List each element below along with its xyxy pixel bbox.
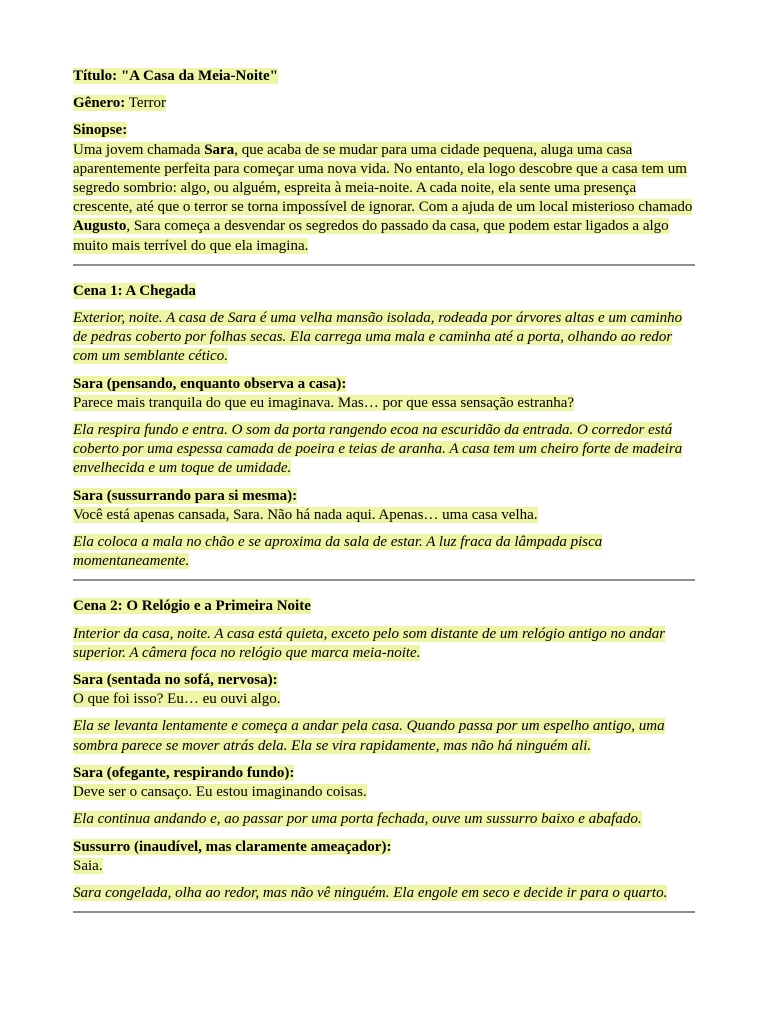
dialogue-line: Saia. <box>73 857 103 874</box>
stage-direction: Interior da casa, noite. A casa está quieta, exceto pelo som distante de um relógio antigo no andar superior. A câmera foca no relógio que marca meia-noite. <box>73 625 666 661</box>
title-label: Título: <box>73 68 118 84</box>
stage-direction: Ela respira fundo e entra. O som da porta rangendo ecoa na escuridão da entrada. O corredor está coberto por uma espessa camada de poeira e teias de aranha. A casa tem um cheiro forte de madeira envelhecida e um toque de umidade. <box>73 422 683 477</box>
name-augusto: Augusto <box>73 218 127 235</box>
speaker-label: Sara (sentada no sofá, nervosa): <box>73 672 278 689</box>
dialogue-line: Deve ser o cansaço. Eu estou imaginando coisas. <box>73 784 367 801</box>
speaker-label: Sara (sussurrando para si mesma): <box>73 487 298 504</box>
title-value: "A Casa da Meia-Noite" <box>120 68 278 84</box>
scene-heading: Cena 2: O Relógio e a Primeira Noite <box>73 598 311 615</box>
scene-heading: Cena 1: A Chegada <box>73 282 196 299</box>
document-content <box>73 67 695 929</box>
stage-direction: Exterior, noite. A casa de Sara é uma velha mansão isolada, rodeada por árvores altas e um caminho de pedras coberto por folhas secas. Ela carrega uma mala e caminha até a porta, olhando ao redor com um semblante cético. <box>73 310 683 365</box>
divider <box>73 264 695 266</box>
speaker-label: Sara (ofegante, respirando fundo): <box>73 764 295 781</box>
genre-line <box>73 94 695 113</box>
name-sara: Sara <box>204 141 235 158</box>
dialogue-line: O que foi isso? Eu… eu ouvi algo. <box>73 691 281 708</box>
genre-label: Gênero: <box>73 95 126 112</box>
genre-value: Terror <box>128 95 166 112</box>
stage-direction: Ela coloca a mala no chão e se aproxima da sala de estar. A luz fraca da lâmpada pisca momentaneamente. <box>73 534 603 570</box>
dialogue-line: Você está apenas cansada, Sara. Não há nada aqui. Apenas… uma casa velha. <box>73 506 538 523</box>
synopsis-label: Sinopse: <box>73 122 128 139</box>
stage-direction: Ela se levanta lentamente e começa a andar pela casa. Quando passa por um espelho antigo, uma sombra parece se mover atrás dela. Ela se vira rapidamente, mas não há ninguém ali. <box>73 718 665 754</box>
speaker-label: Sussurro (inaudível, mas claramente ameaçador): <box>73 838 392 855</box>
speaker-label: Sara (pensando, enquanto observa a casa): <box>73 375 347 392</box>
dialogue-line: Parece mais tranquila do que eu imaginava. Mas… por que essa sensação estranha? <box>73 394 575 411</box>
stage-direction: Sara congelada, olha ao redor, mas não vê ninguém. Ela engole em seco e decide ir para o quarto. <box>73 884 668 901</box>
divider <box>73 579 695 581</box>
synopsis-text: Uma jovem chamada Sara, que acaba de se mudar para uma cidade pequena, aluga uma casa aparentemente perfeita para começar uma nova vida. No entanto, ela logo descobre que a casa tem um segredo sombrio: algo, ou alguém, espreita à meia-noite. A cada noite, ela sente uma presença crescente, até que o terror se torna impossível de ignorar. Com a ajuda de um local misterioso chamado Augusto, Sara começa a desvendar os segredos do passado da casa, que podem estar ligados a algo muito mais terrível do que ela imagina. <box>73 141 693 254</box>
title-line <box>73 67 695 86</box>
divider <box>73 911 695 913</box>
stage-direction: Ela continua andando e, ao passar por uma porta fechada, ouve um sussurro baixo e abafado. <box>73 811 642 828</box>
